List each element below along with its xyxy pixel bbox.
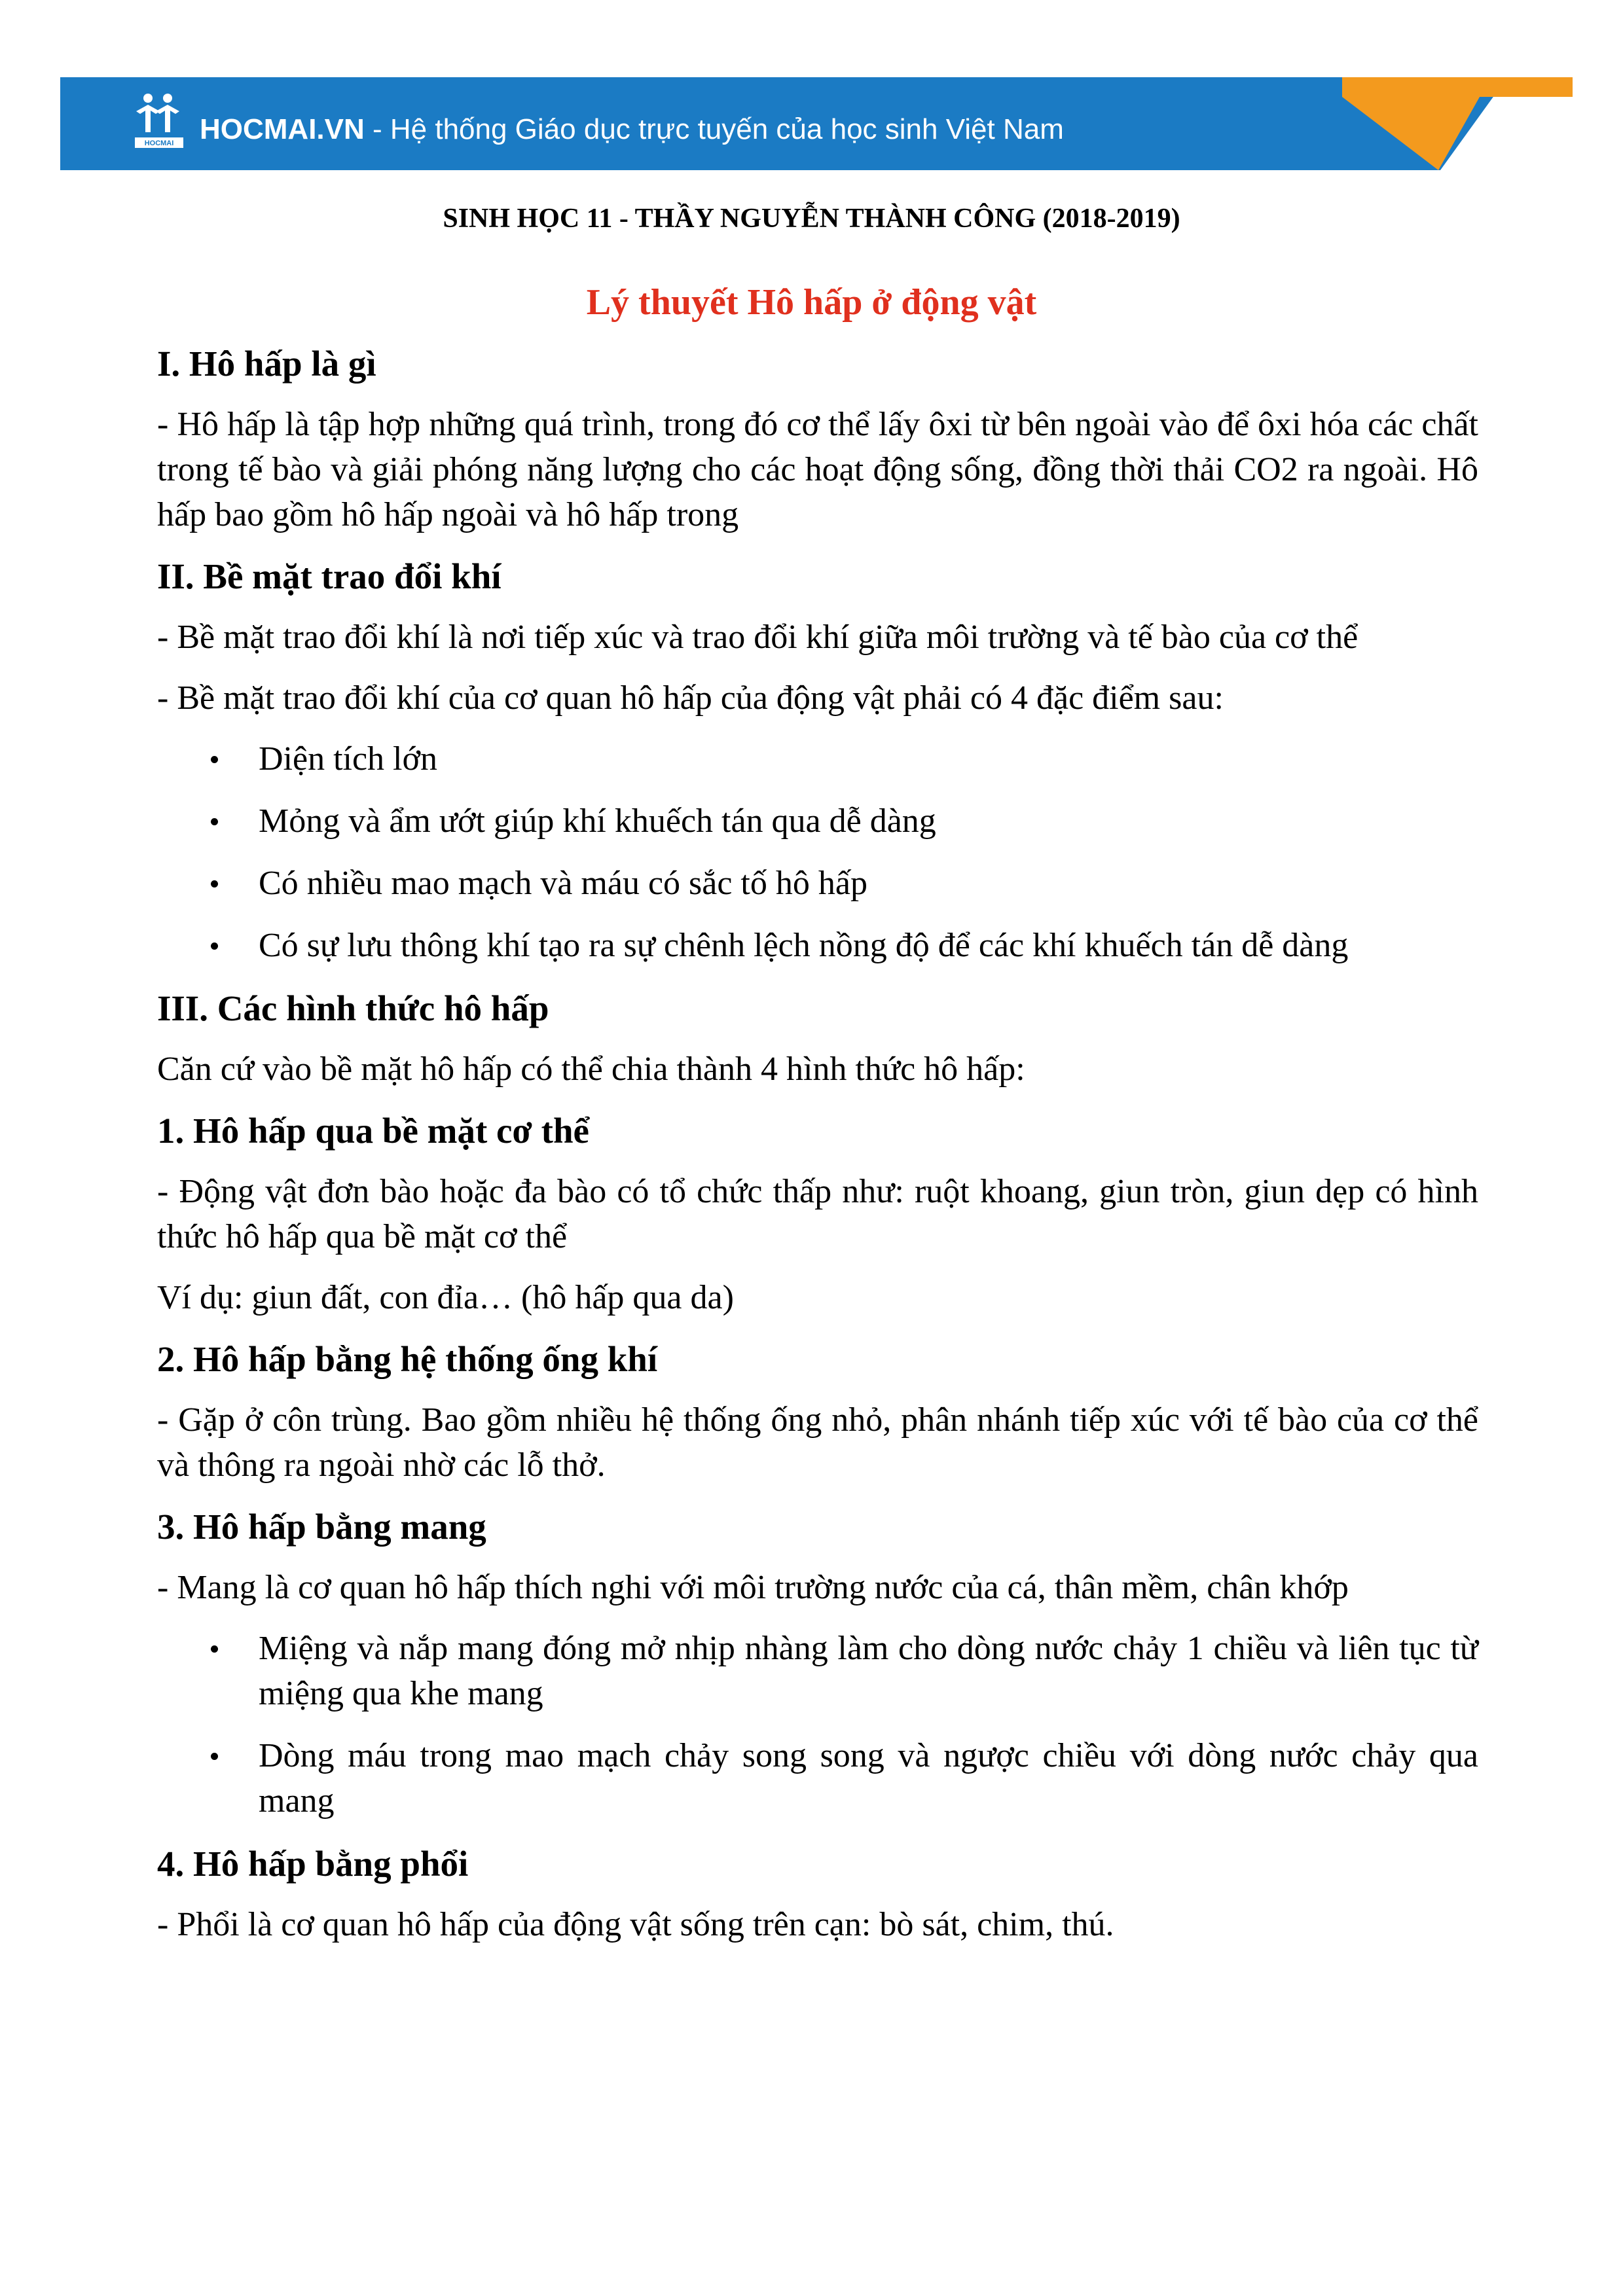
- bullet-icon: [211, 880, 218, 888]
- bullet-icon: [211, 1753, 218, 1760]
- bullet-list: [157, 736, 1478, 968]
- subsection-heading-1: 1. Hô hấp qua bề mặt cơ thể: [157, 1111, 589, 1151]
- paragraph: Ví dụ: giun đất, con đỉa… (hô hấp qua da): [157, 1279, 734, 1316]
- hocmai-logo-icon: [134, 92, 192, 157]
- page-title: Lý thuyết Hô hấp ở động vật: [586, 282, 1037, 323]
- list-item: Diện tích lớn: [157, 736, 1478, 781]
- section-heading-2: II. Bề mặt trao đổi khí: [157, 556, 501, 596]
- subsection-heading-2: 2. Hô hấp bằng hệ thống ống khí: [157, 1339, 658, 1379]
- subsection-heading-4: 4. Hô hấp bằng phổi: [157, 1844, 469, 1884]
- paragraph: - Bề mặt trao đổi khí của cơ quan hô hấp của động vật phải có 4 đặc điểm sau:: [157, 679, 1224, 717]
- section-heading-3: III. Các hình thức hô hấp: [157, 988, 549, 1028]
- list-item: Có nhiều mao mạch và máu có sắc tố hô hấp: [157, 861, 1478, 906]
- bullet-icon: [211, 756, 218, 763]
- header-tagline: [200, 110, 1064, 149]
- course-line: SINH HỌC 11 - THẦY NGUYỄN THÀNH CÔNG (2018-2019): [443, 204, 1180, 234]
- paragraph: - Động vật đơn bào hoặc đa bào có tổ chức thấp như: ruột khoang, giun tròn, giun dẹp có hình thức hô hấp qua bề mặt cơ thể: [157, 1173, 1478, 1255]
- document-body: [157, 340, 1478, 1963]
- list-item: Miệng và nắp mang đóng mở nhịp nhàng làm cho dòng nước chảy 1 chiều và liên tục từ miệng qua khe mang: [157, 1626, 1478, 1716]
- svg-text:HOCMAI: HOCMAI: [144, 139, 174, 147]
- bullet-icon: [211, 1645, 218, 1653]
- paragraph: - Bề mặt trao đổi khí là nơi tiếp xúc và trao đổi khí giữa môi trường và tế bào của cơ thể: [157, 619, 1359, 656]
- bullet-icon: [211, 942, 218, 950]
- paragraph: Căn cứ vào bề mặt hô hấp có thể chia thành 4 hình thức hô hấp:: [157, 1050, 1025, 1088]
- paragraph: - Gặp ở côn trùng. Bao gồm nhiều hệ thống ống nhỏ, phân nhánh tiếp xúc với tế bào của cơ thể và thông ra ngoài nhờ các lỗ thở.: [157, 1401, 1478, 1484]
- site-name[interactable]: HOCMAI.VN: [200, 113, 365, 145]
- bullet-icon: [211, 818, 218, 825]
- list-item: Dòng máu trong mao mạch chảy song song và ngược chiều với dòng nước chảy qua mang: [157, 1733, 1478, 1823]
- subsection-heading-3: 3. Hô hấp bằng mang: [157, 1507, 486, 1547]
- section-heading-1: I. Hô hấp là gì: [157, 344, 376, 384]
- paragraph: - Mang là cơ quan hô hấp thích nghi với môi trường nước của cá, thân mềm, chân khớp: [157, 1569, 1349, 1606]
- tagline-text: - Hệ thống Giáo dục trực tuyến của học sinh Việt Nam: [364, 113, 1064, 145]
- bullet-list: [157, 1626, 1478, 1823]
- banner-accent-bar: [1342, 77, 1573, 97]
- list-item: Mỏng và ẩm ướt giúp khí khuếch tán qua dễ dàng: [157, 798, 1478, 844]
- list-item: Có sự lưu thông khí tạo ra sự chênh lệch nồng độ để các khí khuếch tán dễ dàng: [157, 923, 1478, 968]
- paragraph: - Hô hấp là tập hợp những quá trình, trong đó cơ thể lấy ôxi từ bên ngoài vào để ôxi hóa các chất trong tế bào và giải phóng năng lượng cho các hoạt động sống, đồng thời thải CO2 ra ngoài. Hô hấp bao gồm hô hấp ngoài và hô hấp trong: [157, 406, 1478, 533]
- paragraph: - Phổi là cơ quan hô hấp của động vật sống trên cạn: bò sát, chim, thú.: [157, 1906, 1114, 1943]
